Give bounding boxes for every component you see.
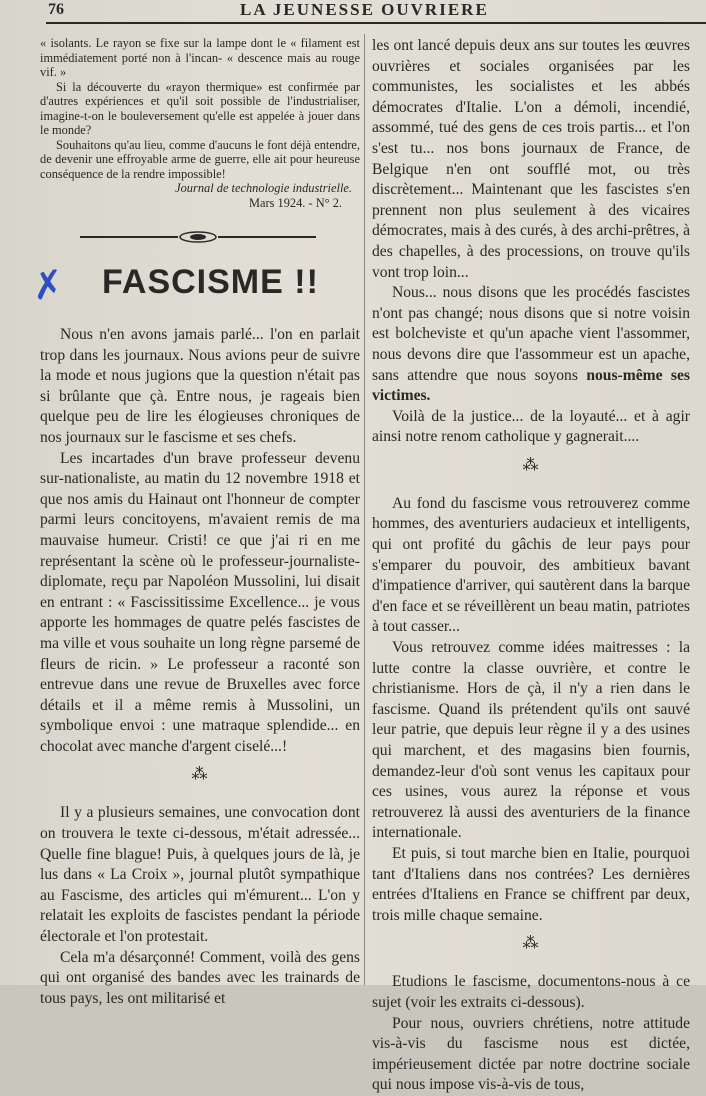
header-rule [46,22,706,24]
article-paragraph: les ont lancé depuis deux ans sur toutes les œuvres ouvrières et sociales organisées par les communistes, les socialistes et les abbés démocrates d'Italie. L'on a démoli, incendié, assommé, tué des gens de ces trois partis... et l'on s'est tu... nos bons journaux de France, de Belgique n'en ont soufflé mot, ou très discrètement... Maintenant que les fascistes s'en prennent non plus seulement à des vicaires démocrates, mais à des curés, à des archi-prêtres, à des chapelles, à des processions, on trouve qu'ils vont trop loin... [372,37,690,281]
article-paragraph: Pour nous, ouvriers chrétiens, notre attitude vis-à-vis du fascisme nous est dictée, impérieusement dictée par notre doctrine sociale qui nous impose vis-à-vis de tous, [372,1014,690,1094]
left-column [29,36,360,1007]
right-column [372,36,690,1094]
handwritten-check-mark: ✗ [29,260,67,310]
journal-title: LA JEUNESSE OUVRIERE [240,0,489,19]
headline-title: FASCISME !! [102,263,319,301]
article-paragraph [372,283,690,407]
article-paragraph: Les incartades d'un brave professeur devenu sur-nationaliste, au matin du 12 novembre 1918 et que nos amis du Hainaut ont l'honneur de compter parmi leurs concitoyens, m'avaient remis de ma mauvaise humeur. Cristi! ce que j'ai ri en me représentant la scène où le professeur-journaliste-diplomate, reçu par Napoléon Mussolini, lui disait en entrant : « Fascissitissime Excellence... je vous apporte les hommages de quatre pelés fascistes de ma ville et vous souhaite un long règne parsemé de fleurs de ricin. » Le professeur a raconté son entrevue dans une revue de Bruxelles avec force détails et il a même remis à Mussolini, un symbolique envoi : une matraque splendide... en chocolat avec manche d'argent ciselé...! [40,449,360,755]
section-asterism: ⁂ [522,456,540,474]
intro-paragraph: Si la découverte du «rayon thermique» est confirmée par d'autres expériences et qu'il soit possible de l'industrialiser, imagine-t-on le bouleversement qu'elle est appelée à jouer dans le monde? [40,79,360,137]
paragraph-text: Nous... nous disons que les procédés fascistes n'ont pas changé; nous disons que si notre voisin est bolcheviste et qu'un apache vient l'assommer, nous devons dire que l'assommeur est un apache, sans attendre que nous soyons [372,284,690,384]
article-paragraph: Voilà de la justice... de la loyauté... et à agir ainsi notre renom catholique y gagnerait.... [372,407,690,446]
page-number: 76 [48,1,64,18]
intro-block [40,36,360,181]
article-body-right [372,36,690,1096]
article-paragraph: Nous n'en avons jamais parlé... l'on en parlait trop dans les journaux. Nous avions peur de suivre la mode et nous jugions que la question n'était pas si brûlante que çà. Entre nous, je rageais bien quelque peu de lire les élogieuses chroniques de nos journaux sur le fascisme et ses chefs. [40,326,360,446]
column-divider [364,34,365,985]
article-paragraph: Au fond du fascisme vous retrouverez comme hommes, des aventuriers audacieux et intelligents, qui ont profité du gâchis de leur pays pour s'emparer du pouvoir, des ambitieux bavant d'impatience d'arriver, qui sautèrent dans la barque d'en face et se réveillèrent un beau matin, patriotes à tout casser... [372,494,690,636]
source-date: Mars 1924. - N° 2. [248,196,342,210]
intro-quote: « isolants. Le rayon se fixe sur la lampe dont le « filament est immédiatement porté non à l'incan- « descence mais au rouge vif. » [40,36,360,79]
article-paragraph: Et puis, si tout marche bien en Italie, pourquoi tant d'Italiens dans nos contrées? Les dernières entrées d'Italiens en France se chiffrent par deux, trois mille chaque semaine. [372,844,690,924]
intro-paragraph: Souhaitons qu'au lieu, comme d'aucuns le font déjà entendre, de devenir une effroyable arme de guerre, elle ait pour heureuse conséquence de la rendre impossible! [40,137,360,181]
emphasis-text: nous-même ses victimes. [372,366,690,405]
article-headline [29,260,360,311]
section-asterism: ⁂ [191,766,209,784]
article-body-left [40,325,360,1009]
section-asterism: ⁂ [522,935,540,953]
source-credit: Journal de technologie industrielle. [175,181,352,195]
article-paragraph: Etudions le fascisme, documentons-nous à ce sujet (voir les extraits ci-dessous). [372,973,690,1011]
article-paragraph: Cela m'a désarçonné! Comment, voilà des gens qui ont organisé des bandes avec les trainards de tous pays, les ont militarisé et [40,948,360,1007]
article-paragraph: Vous retrouvez comme idées maitresses : la lutte contre la classe ouvrière, et contre le christianisme. Hors de çà, il n'y a rien dans le fascisme. Quand ils prétendent qu'ils ont sauvé leur patrie, que depuis leur règne il y a des usines qui marchent, et des magasins bien fournis, demandez-leur d'où sont venus les capitaux pour ces usines, vous aurez la réponse et vous retrouverez là aussi des aventuriers de la finance internationale. [372,639,690,842]
article-paragraph: Il y a plusieurs semaines, une convocation dont on trouvera le texte ci-dessous, m'était adressée... Quelle fine blague! Puis, à quelques jours de là, je lus dans « La Croix », journal plutôt sympathique au Fascisme, des articles qui m'émurent... L'on y relatait les exploits de fascistes pendant la période électorale et l'on protestait. [40,804,360,946]
page-header [46,0,706,24]
ornament-divider [80,231,316,243]
